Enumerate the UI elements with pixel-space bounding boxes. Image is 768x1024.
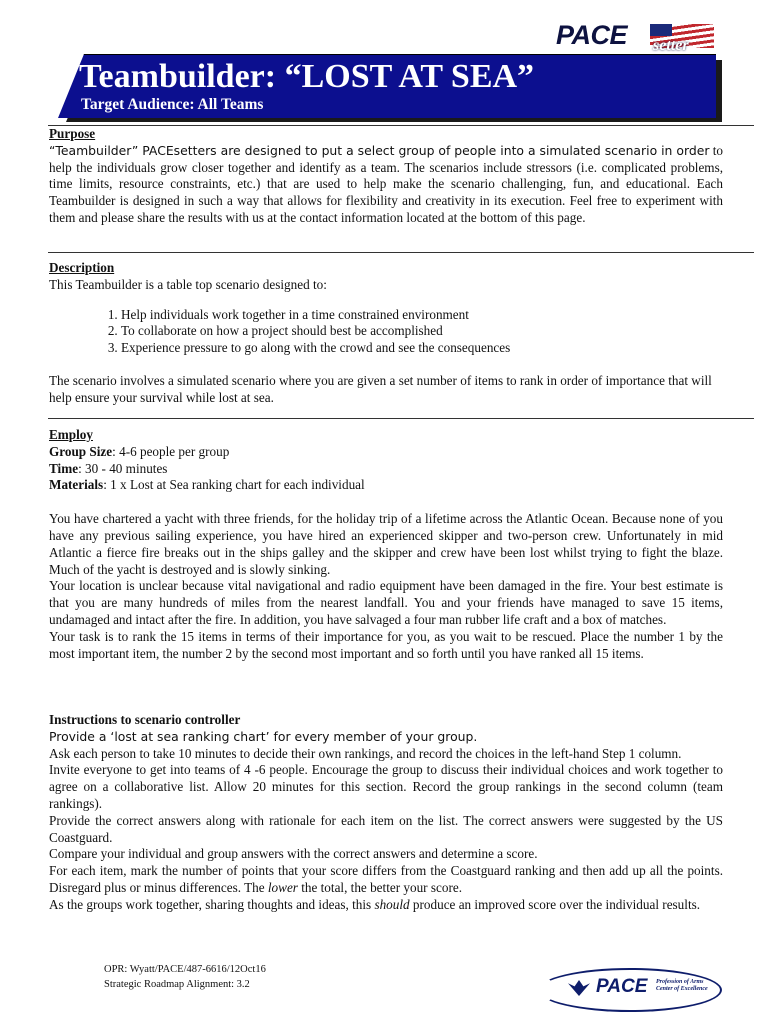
description-list — [49, 307, 723, 357]
story-paragraph-2: Your location is unclear because vital navigational and radio equipment have been damaged in the fire. Your best estimate is that you are many hundreds of miles from the nearest landfall. You and your friends have managed to save 15 items, undamaged and intact after the fire. In addition, you have salvaged a four man rubber life craft and a box of matches. — [49, 578, 723, 627]
materials-label: Materials — [49, 477, 104, 493]
purpose-text-start: “Teambuilder” PACEsetters are designed to put a select group of people into a simulated scenario in order — [49, 142, 710, 158]
time-line — [49, 461, 723, 478]
purpose-text-rest: to help the individuals grow closer together and identify as a team. The scenarios include stressors (i.e. complicated problems, time limits, resource constraints, etc.) that are used to help make the scenario challenging, fun, and educational. Each Teambuilder is designed in such a way that allows for flexibility and creativity in its execution. Feel free to experiment with them and please share the results with us at the contact information located at the bottom of this page. — [49, 142, 724, 225]
group-size-label: Group Size — [49, 443, 113, 459]
pace-footer-logo — [538, 966, 722, 1010]
footer-opr: OPR: Wyatt/PACE/487-6616/12Oct16 — [104, 964, 266, 975]
list-item: 2. To collaborate on how a project should best be accomplished — [121, 323, 723, 340]
materials-value: : 1 x Lost at Sea ranking chart for each individual — [103, 477, 365, 493]
instructions-heading: Instructions to scenario controller — [49, 712, 241, 727]
purpose-heading: Purpose — [49, 126, 96, 141]
instruction-emphasis: should — [374, 896, 410, 912]
footer-roadmap: Strategic Roadmap Alignment: 3.2 — [104, 979, 250, 990]
instructions-section — [49, 712, 723, 914]
instruction-line: Ask each person to take 10 minutes to decide their own rankings, and record the choices in the left-hand Step 1 column. — [49, 745, 682, 761]
logo-sub-text: setter — [653, 37, 689, 54]
description-closing: The scenario involves a simulated scenario where you are given a set number of items to rank in order of importance that will help ensure your survival while lost at sea. — [49, 372, 712, 405]
description-intro: This Teambuilder is a table top scenario designed to: — [49, 276, 327, 292]
list-item: 1. Help individuals work together in a time constrained environment — [121, 307, 723, 324]
purpose-section — [49, 126, 723, 227]
instruction-line — [49, 863, 723, 897]
employ-section — [49, 427, 723, 662]
footer-logo-tagline: Profession of Arms Center of Excellence — [656, 979, 708, 992]
time-label: Time — [49, 460, 79, 476]
instruction-emphasis: lower — [267, 879, 298, 895]
instruction-line: Provide a ‘lost at sea ranking chart’ for every member of your group. — [49, 728, 478, 744]
section-divider — [48, 418, 754, 419]
target-audience: Target Audience: All Teams — [81, 96, 264, 113]
instruction-line — [49, 897, 723, 914]
group-size-value: : 4-6 people per group — [112, 443, 230, 459]
logo-text: PACE — [556, 20, 628, 50]
purpose-text — [49, 143, 723, 227]
footer — [104, 962, 266, 992]
employ-heading: Employ — [49, 427, 93, 442]
instruction-text: the total, the better your score. — [297, 879, 462, 895]
story-paragraph-3: Your task is to rank the 15 items in terms of their importance for you, as you wait to be rescued. Place the number 1 by the most important item, the number 2 by the second most important and so forth until you have ranked all 15 items. — [49, 628, 723, 661]
section-divider — [48, 252, 754, 253]
instruction-text: For each item, mark the number of points that your score differs from the Coastguard ranking and then add up all the points. Disregard plus or minus differences. The — [49, 863, 723, 895]
group-size-line — [49, 444, 723, 461]
story-paragraph-1: You have chartered a yacht with three friends, for the holiday trip of a lifetime across the Atlantic Ocean. Because none of you have any previous sailing experience, you have hired an experienced skipper and two-person crew. Unfortunately in mid Atlantic a fierce fire breaks out in the ships galley and the skipper and crew have been lost whilst trying to fight the blaze. Much of the yacht is destroyed and is slowly sinking. — [49, 511, 723, 577]
pace-setter-logo — [556, 14, 716, 54]
materials-line — [49, 477, 723, 494]
description-heading: Description — [49, 260, 115, 275]
footer-logo-text: PACE — [596, 976, 648, 997]
instruction-text: As the groups work together, sharing thoughts and ideas, this — [49, 896, 375, 912]
instruction-line: Invite everyone to get into teams of 4 -6 people. Encourage the group to discuss their individual choices and work together to agree on a collaborative list. Allow 20 minutes for this section. Record the group rankings in the second column (team rankings). — [49, 762, 723, 811]
instruction-line: Compare your individual and group answers with the correct answers and determine a score. — [49, 846, 538, 862]
description-section — [49, 260, 723, 407]
time-value: : 30 - 40 minutes — [78, 460, 168, 476]
instruction-line: Provide the correct answers along with rationale for each item on the list. The correct answers were suggested by the US Coastguard. — [49, 812, 723, 845]
list-item: 3. Experience pressure to go along with the crowd and see the consequences — [121, 340, 723, 357]
page-title: Teambuilder: “LOST AT SEA” — [79, 58, 535, 95]
instruction-text: produce an improved score over the individual results. — [409, 896, 701, 912]
flag-canton — [650, 24, 672, 36]
